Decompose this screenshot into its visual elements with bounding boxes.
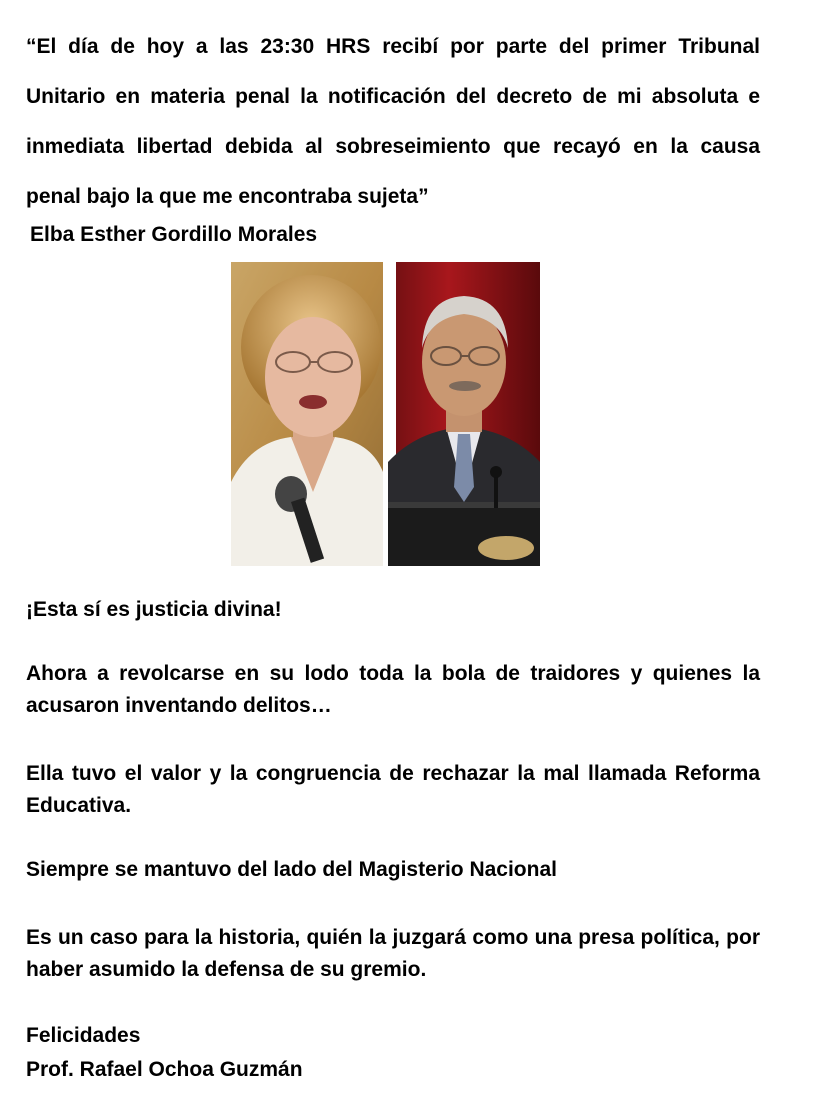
paragraph-historia: Es un caso para la historia, quién la juzgará como una presa política, por haber asumido la defensa de su gremio. bbox=[26, 926, 760, 981]
photo-man-portrait bbox=[388, 262, 540, 566]
paragraph-justicia: ¡Esta sí es justicia divina! bbox=[26, 598, 282, 621]
closing-text: Felicidades bbox=[26, 1024, 141, 1047]
quote-author: Elba Esther Gordillo Morales bbox=[30, 223, 318, 246]
paragraph-valor: Ella tuvo el valor y la congruencia de rechazar la mal llamada Reforma Educativa. bbox=[26, 762, 760, 817]
quote-text: “El día de hoy a las 23:30 HRS recibí por parte del primer Tribunal Unitario en materia penal la notificación del decreto de mi absoluta e inmediata libertad debida al sobreseimiento que recayó en la causa penal bajo la que me encontraba sujeta” bbox=[26, 35, 760, 208]
photo-woman-speaking bbox=[231, 262, 383, 566]
paragraph-revolcarse: Ahora a revolcarse en su lodo toda la bola de traidores y quienes la acusaron inventando delitos… bbox=[26, 662, 760, 717]
paragraph-magisterio: Siempre se mantuvo del lado del Magisterio Nacional bbox=[26, 858, 557, 881]
photo-pair bbox=[231, 262, 540, 566]
signature-text: Prof. Rafael Ochoa Guzmán bbox=[26, 1058, 303, 1081]
